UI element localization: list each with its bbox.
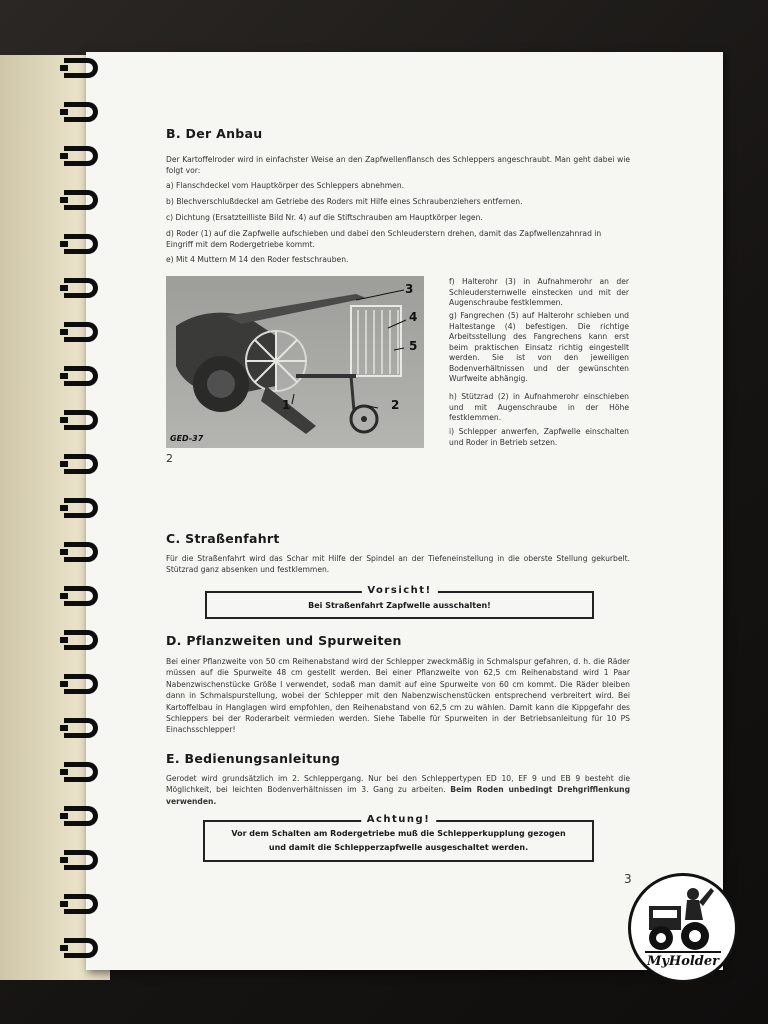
step-f: f) Halterohr (3) in Aufnahmerohr an der Schleudersternwelle einstecken und mit der Augenschraube festklemmen. bbox=[449, 277, 629, 307]
callout-2: 2 bbox=[391, 398, 400, 412]
section-c-text: Für die Straßenfahrt wird das Schar mit Hilfe der Spindel an der Tiefeneinstellung in die oberste Stellung gekurbelt. Stützrad ganz absenken und festklemmen. bbox=[166, 554, 630, 575]
callout-4: 4 bbox=[409, 310, 418, 324]
section-d-text: Bei einer Pflanzweite von 50 cm Reihenabstand wird der Schlepper zweckmäßig in Schmalspur gefahren, d. h. die Räder müssen auf die Spurweite 48 cm gestellt werden. Bei einer Pflanzweite von 62,5 cm Reihenabstand wird 1 Paar Nabenzwischenstücke Größe I verwendet, sodaß man damit auf eine Spurweite von 60 cm kommt. Die Räder bleiben dann in Schmalspurstellung, wobei der Schlepper mit den Nabenzwischenstücken entsprechend verbreitert wird. Bei Kartoffelbau in Hanglagen wird empfohlen, den Reihenabstand von 62,5 cm zu wählen. Damit kann die Kippgefahr des Schleppers bei der Roderarbeit vermieden werden. Siehe Tabelle für Spurweiten in der Betriebsanleitung für 10 PS Einachsschlepper! bbox=[166, 657, 630, 735]
vorsicht-box bbox=[205, 585, 594, 619]
step-b: b) Blechverschlußdeckel am Getriebe des Roders mit Hilfe eines Schraubenziehers entfernen. bbox=[166, 197, 523, 206]
figure-stamp: GED-37 bbox=[170, 434, 204, 443]
achtung-title: Achtung! bbox=[361, 814, 437, 825]
step-e: e) Mit 4 Muttern M 14 den Roder festschrauben. bbox=[166, 255, 349, 264]
figure-number: 2 bbox=[166, 452, 173, 465]
vorsicht-title: Vorsicht! bbox=[361, 585, 437, 596]
myholder-logo bbox=[628, 873, 738, 983]
step-h: h) Stützrad (2) in Aufnahmerohr einschieben und mit Augenschraube in der Höhe festklemmen. bbox=[449, 392, 629, 422]
spiral-binding bbox=[64, 52, 104, 970]
section-b-heading: B. Der Anbau bbox=[166, 126, 263, 141]
section-b-intro: Der Kartoffelroder wird in einfachster Weise an den Zapfwellenflansch des Schleppers angeschraubt. Man geht dabei wie folgt vor: bbox=[166, 155, 630, 176]
section-e-text bbox=[166, 773, 630, 807]
achtung-line-1: Vor dem Schalten am Rodergetriebe muß die Schlepperkupplung gezogen bbox=[231, 829, 566, 838]
section-d-heading: D. Pflanzweiten und Spurweiten bbox=[166, 633, 402, 648]
step-i: i) Schlepper anwerfen, Zapfwelle einschalten und Roder in Betrieb setzen. bbox=[449, 427, 629, 447]
step-a: a) Flanschdeckel vom Hauptkörper des Schleppers abnehmen. bbox=[166, 181, 405, 190]
step-d: d) Roder (1) auf die Zapfwelle aufschieben und dabei den Schleuderstern drehen, damit das Zapfwellenzahnrad in Eingriff mit dem Rodergetriebe kommt. bbox=[166, 229, 602, 249]
section-e-bold: Beim Roden unbedingt Drehgrifflenkung verwenden. bbox=[166, 785, 631, 806]
callout-3: 3 bbox=[405, 282, 414, 296]
vorsicht-text: Bei Straßenfahrt Zapfwelle ausschalten! bbox=[308, 601, 491, 610]
callout-1: 1 bbox=[282, 398, 291, 412]
achtung-box bbox=[203, 814, 594, 862]
step-g: g) Fangrechen (5) auf Halterohr schieben und Haltestange (4) befestigen. Die richtige Arbeitsstellung des Fangrechens kann erst beim praktischen Einsatz richtig eingestellt werden. Sie ist von den jeweiligen Bodenverhältnissen und der gewünschten Wurfweite abhängig. bbox=[449, 311, 629, 383]
section-e-heading: E. Bedienungsanleitung bbox=[166, 751, 341, 766]
tractor-illustration bbox=[166, 276, 424, 448]
section-e-body: Gerodet wird grundsätzlich im 2. Schleppergang. Nur bei den Schleppertypen ED 10, EF 9 und EB 9 besteht die Möglichkeit, bei leichten Bodenverhältnissen im 3. Gang zu arbeiten. bbox=[166, 774, 630, 795]
step-c: c) Dichtung (Ersatzteilliste Bild Nr. 4) auf die Stiftschrauben am Hauptkörper legen. bbox=[166, 213, 483, 222]
achtung-line-2: und damit die Schlepperzapfwelle ausgeschaltet werden. bbox=[268, 843, 529, 852]
figure-photo bbox=[166, 276, 424, 448]
logo-text: MyHolder bbox=[646, 954, 720, 969]
section-c-heading: C. Straßenfahrt bbox=[166, 531, 280, 546]
callout-5: 5 bbox=[409, 339, 418, 353]
page-number: 3 bbox=[624, 872, 632, 886]
